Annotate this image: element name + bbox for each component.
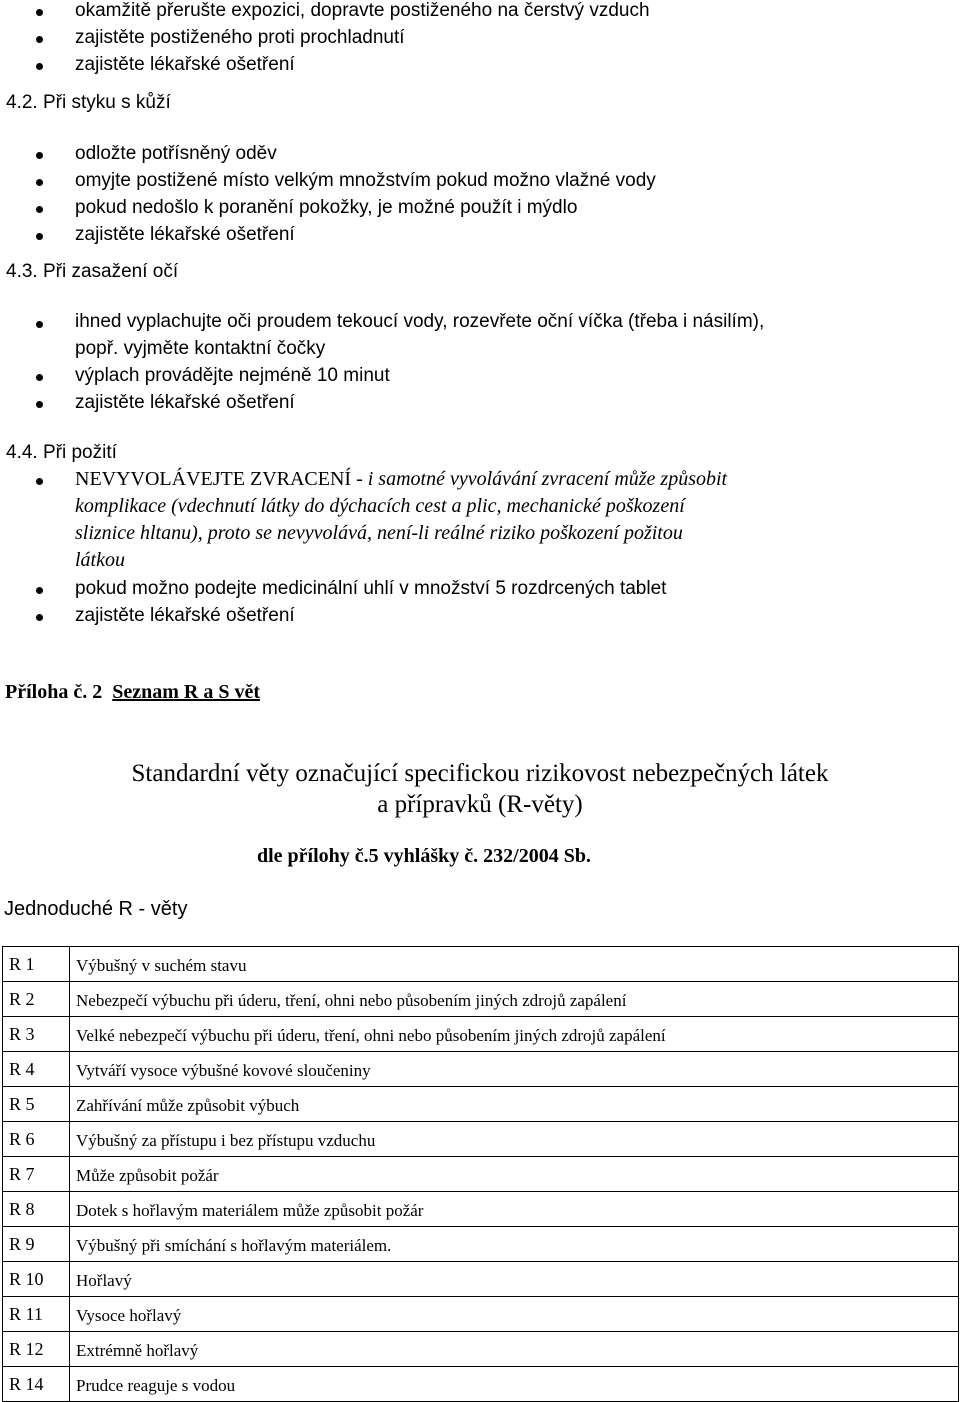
list-item: zajistěte postiženého proti prochladnutí [75, 27, 405, 48]
list-item: zajistěte lékařské ošetření [75, 224, 295, 245]
list-item: omyjte postižené místo velkým množstvím pokud možno vlažné vody [75, 170, 656, 191]
page-title [0, 758, 960, 820]
warning-explanation: i samotné vyvolávání zvracení může způsobit [367, 468, 728, 490]
r-description-cell: Hořlavý [70, 1262, 959, 1297]
bullet-icon [36, 152, 43, 159]
section-4-4-number: 4.4. [6, 442, 38, 463]
r-code-cell: R 12 [3, 1332, 70, 1367]
list-item: výplach provádějte nejméně 10 minut [75, 365, 390, 386]
r-code-cell: R 10 [3, 1262, 70, 1297]
r-description-cell: Extrémně hořlavý [70, 1332, 959, 1367]
r-phrases-table-body [3, 947, 959, 1402]
list-item: zajistěte lékařské ošetření [75, 54, 295, 75]
bullet-icon [36, 36, 43, 43]
table-row [3, 982, 959, 1017]
bullet-icon [36, 321, 43, 328]
warning-text [75, 468, 727, 491]
list-item: zajistěte lékařské ošetření [75, 605, 295, 626]
page-title-line: Standardní věty označující specifickou rizikovost nebezpečných látek [131, 760, 829, 787]
warning-explanation: sliznice hltanu), proto se nevyvolává, není-li reálné riziko poškození požitou [75, 522, 683, 544]
r-description-cell: Vytváří vysoce výbušné kovové sloučeniny [70, 1052, 959, 1087]
appendix-heading [5, 681, 260, 704]
table-row [3, 1227, 959, 1262]
table-row [3, 947, 959, 982]
list-item: odložte potřísněný oděv [75, 143, 277, 164]
list-item-continuation: popř. vyjměte kontaktní čočky [75, 338, 326, 359]
bullet-icon [36, 614, 43, 621]
r-code-cell: R 3 [3, 1017, 70, 1052]
warning-explanation: komplikace (vdechnutí látky do dýchacích cest a plic, mechanické poškození [75, 495, 685, 517]
r-code-cell: R 5 [3, 1087, 70, 1122]
bullet-icon [36, 587, 43, 594]
page-title-line: a přípravků (R-věty) [377, 791, 583, 818]
r-code-cell: R 14 [3, 1367, 70, 1402]
r-code-cell: R 8 [3, 1192, 70, 1227]
r-code-cell: R 7 [3, 1157, 70, 1192]
list-item: zajistěte lékařské ošetření [75, 392, 295, 413]
table-row [3, 1192, 959, 1227]
table-row [3, 1157, 959, 1192]
r-description-cell: Zahřívání může způsobit výbuch [70, 1087, 959, 1122]
section-4-4-heading [6, 442, 117, 464]
r-code-cell: R 1 [3, 947, 70, 982]
r-description-cell: Prudce reaguje s vodou [70, 1367, 959, 1402]
r-description-cell: Velké nebezpečí výbuchu při úderu, tření, ohni nebo působením jiných zdrojů zapálení [70, 1017, 959, 1052]
table-row [3, 1332, 959, 1367]
table-row [3, 1087, 959, 1122]
bullet-icon [36, 401, 43, 408]
r-code-cell: R 4 [3, 1052, 70, 1087]
section-4-3-heading: 4.3. Při zasažení očí [6, 261, 179, 282]
table-row [3, 1017, 959, 1052]
r-description-cell: Výbušný za přístupu i bez přístupu vzduchu [70, 1122, 959, 1157]
section-4-2-heading: 4.2. Při styku s kůží [6, 92, 171, 113]
list-item: pokud nedošlo k poranění pokožky, je možné použít i mýdlo [75, 197, 578, 218]
bullet-icon [36, 179, 43, 186]
r-description-cell: Dotek s hořlavým materiálem může způsobit požár [70, 1192, 959, 1227]
bullet-icon [36, 9, 43, 16]
r-code-cell: R 11 [3, 1297, 70, 1332]
r-code-cell: R 6 [3, 1122, 70, 1157]
r-description-cell: Výbušný v suchém stavu [70, 947, 959, 982]
appendix-label: Příloha č. 2 [5, 681, 103, 703]
warning-explanation: látkou [75, 549, 125, 571]
bullet-icon [36, 206, 43, 213]
table-row [3, 1122, 959, 1157]
r-description-cell: Výbušný při smíchání s hořlavým materiálem. [70, 1227, 959, 1262]
r-code-cell: R 2 [3, 982, 70, 1017]
appendix-link[interactable]: Seznam R a S vět [112, 681, 260, 703]
r-description-cell: Nebezpečí výbuchu při úderu, tření, ohni nebo působením jiných zdrojů zapálení [70, 982, 959, 1017]
page-subtitle: dle přílohy č.5 vyhlášky č. 232/2004 Sb. [257, 845, 591, 867]
table-row [3, 1052, 959, 1087]
list-item: ihned vyplachujte oči proudem tekoucí vody, rozevřete oční víčka (třeba i násilím), [75, 311, 765, 332]
bullet-icon [36, 374, 43, 381]
r-description-cell: Vysoce hořlavý [70, 1297, 959, 1332]
section-4-4-title: Při požití [42, 442, 117, 463]
r-description-cell: Může způsobit požár [70, 1157, 959, 1192]
bullet-icon [36, 233, 43, 240]
bullet-icon [36, 478, 43, 485]
list-item: okamžitě přerušte expozici, dopravte postiženého na čerstvý vzduch [75, 0, 650, 21]
table-row [3, 1262, 959, 1297]
table-row [3, 1297, 959, 1332]
table-row [3, 1367, 959, 1402]
section-label: Jednoduché R - věty [4, 898, 188, 920]
r-code-cell: R 9 [3, 1227, 70, 1262]
warning-lead: NEVYVOLÁVEJTE ZVRACENÍ - [75, 468, 368, 490]
r-phrases-table [2, 946, 959, 1402]
bullet-icon [36, 63, 43, 70]
list-item: pokud možno podejte medicinální uhlí v množství 5 rozdrcených tablet [75, 578, 667, 599]
